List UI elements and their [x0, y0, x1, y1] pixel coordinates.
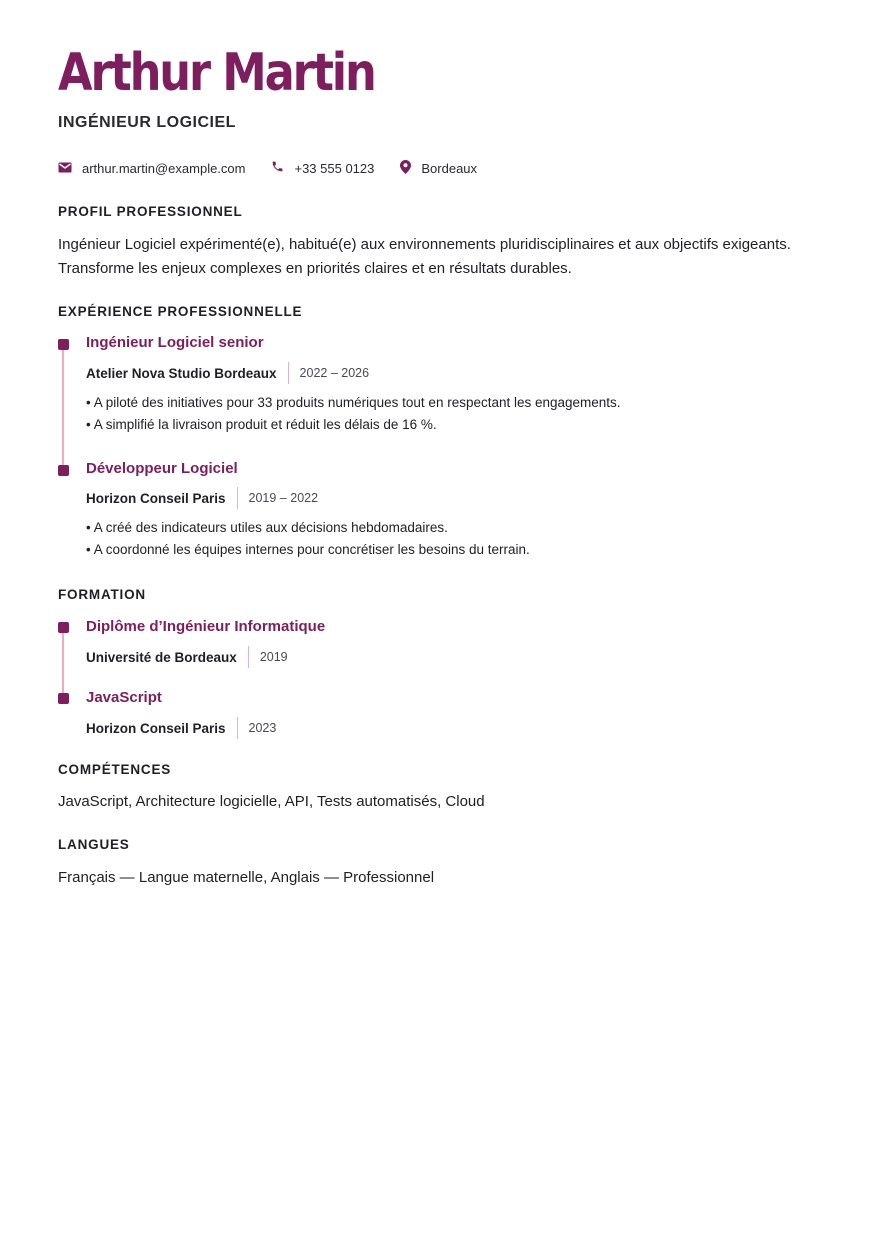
timeline-marker	[58, 339, 69, 350]
experience-meta	[86, 362, 369, 384]
experience-dates: 2022 – 2026	[299, 366, 370, 380]
education-school: Horizon Conseil Paris	[86, 720, 226, 736]
profile-line-2: Transforme les enjeux complexes en priorités claires et en résultats durables.	[58, 260, 572, 277]
experience-company: Horizon Conseil Paris	[86, 490, 226, 506]
languages-text: Français — Langue maternelle, Anglais — Professionnel	[58, 869, 435, 886]
profile-heading: PROFIL PROFESSIONNEL	[58, 204, 243, 219]
email-text: arthur.martin@example.com	[82, 160, 246, 176]
languages-heading: LANGUES	[58, 837, 130, 852]
education-meta	[86, 717, 276, 739]
timeline-marker	[58, 622, 69, 633]
contact-bar	[58, 158, 503, 178]
experience-bullet: • A coordonné les équipes internes pour concrétiser les besoins du terrain.	[86, 542, 530, 557]
envelope-icon	[58, 161, 82, 176]
education-school: Université de Bordeaux	[86, 649, 237, 665]
profile-line-1: Ingénieur Logiciel expérimenté(e), habitué(e) aux environnements pluridisciplinaires et aux objectifs exigeants.	[58, 236, 791, 253]
education-title: Diplôme d’Ingénieur Informatique	[86, 618, 326, 635]
candidate-name: Arthur Martin	[58, 43, 375, 103]
timeline-marker	[58, 465, 69, 476]
skills-heading: COMPÉTENCES	[58, 762, 172, 777]
meta-divider	[248, 646, 249, 668]
meta-divider	[237, 717, 238, 739]
location-text: Bordeaux	[421, 160, 478, 176]
education-heading: FORMATION	[58, 587, 146, 602]
experience-dates: 2019 – 2022	[248, 491, 319, 505]
education-meta	[86, 646, 288, 668]
meta-divider	[237, 487, 238, 509]
experience-bullet: • A créé des indicateurs utiles aux décisions hebdomadaires.	[86, 520, 448, 535]
contact-phone[interactable]	[271, 160, 374, 176]
education-timeline-line	[62, 627, 64, 699]
education-dates: 2023	[248, 721, 277, 735]
experience-title: Développeur Logiciel	[86, 460, 238, 477]
phone-icon	[271, 160, 294, 176]
experience-timeline-line	[62, 344, 64, 470]
education-title: JavaScript	[86, 689, 162, 706]
experience-bullet: • A simplifié la livraison produit et réduit les délais de 16 %.	[86, 417, 437, 432]
experience-title: Ingénieur Logiciel senior	[86, 334, 264, 351]
phone-text: +33 555 0123	[294, 160, 375, 176]
map-pin-icon	[400, 160, 421, 177]
job-title: INGÉNIEUR LOGICIEL	[58, 114, 236, 131]
meta-divider	[288, 362, 289, 384]
experience-heading: EXPÉRIENCE PROFESSIONNELLE	[58, 304, 303, 319]
contact-location	[400, 160, 477, 177]
contact-email[interactable]	[58, 161, 245, 176]
experience-bullet: • A piloté des initiatives pour 33 produits numériques tout en respectant les engagements.	[86, 395, 621, 410]
experience-meta	[86, 487, 318, 509]
education-dates: 2019	[259, 650, 288, 664]
experience-company: Atelier Nova Studio Bordeaux	[86, 365, 277, 381]
timeline-marker	[58, 693, 69, 704]
skills-text: JavaScript, Architecture logicielle, API, Tests automatisés, Cloud	[58, 793, 485, 810]
